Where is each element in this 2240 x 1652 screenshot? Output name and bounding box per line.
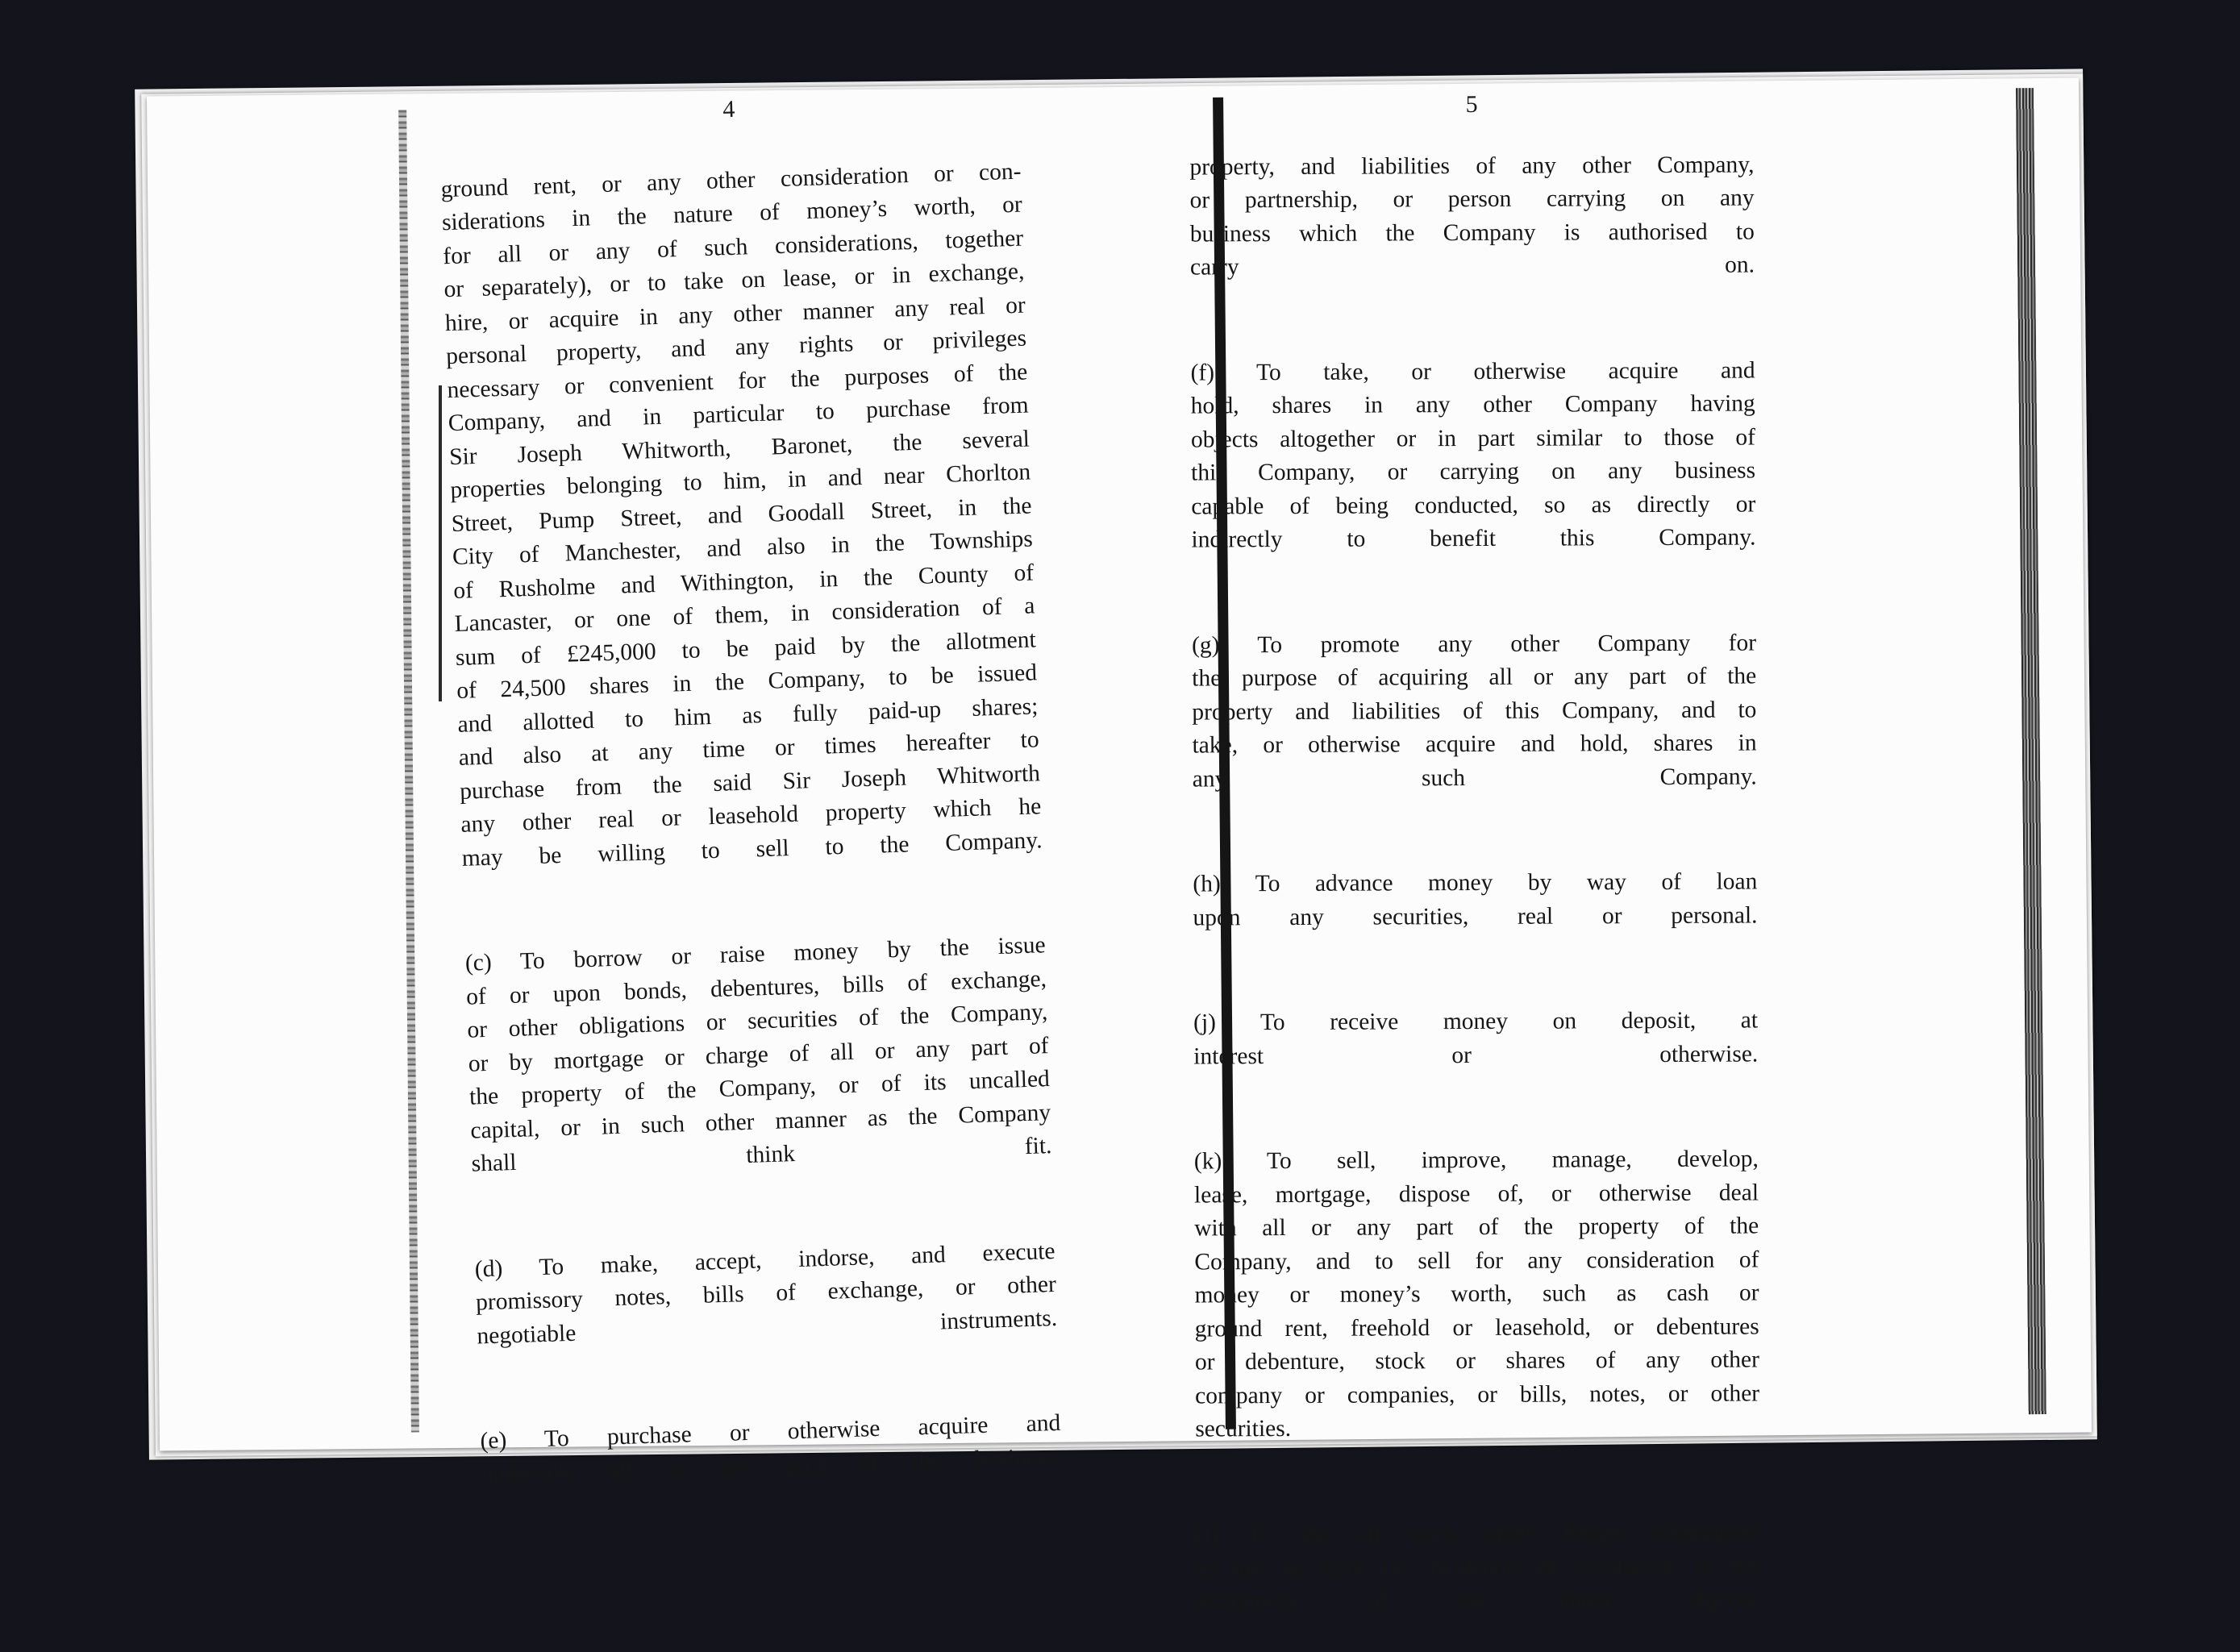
paragraph-clause-e xyxy=(479,1373,1063,1492)
margin-mark xyxy=(439,385,442,701)
paragraph-body: (e) To purchase or otherwise acquire and undertake all or any part of the business, xyxy=(480,1409,1062,1488)
paragraph-body: property, and liabilities of any other Company, or partnership, or person carrying on any business which the Company is authorised to xyxy=(1189,151,1755,248)
paragraph-last-line: may be willing to sell to the Company. xyxy=(461,826,1043,872)
paragraph-body: ground rent, or any other consideration or con- siderations in the nature of money’s worth, or for all or any of such considerations, together or separately), or to take on lease, or in exchange, hire, or acquire in any other manner any real or personal property, and any rights or privileges necessary or convenient for the purposes of the Company, and in particular to purchase from Sir Joseph Whitworth, Baronet, the several properties belonging to him, in and near Chorlton Street, Pump Street, and Goodall Street, in the City of Manchester, and also in the Townships of Rusholme and Withington, in the County of Lancaster, or one of them, in consideration of a sum of £245,000 to be paid by the allotment of 24,500 shares in the Company, to be issued and allotted to him as fully paid-up shares; and also at any time or times hereafter to purchase from the said Sir Joseph Whitworth any other real or leasehold property which he xyxy=(440,158,1042,838)
paragraph-body: (d) To make, accept, indorse, and execute promissory notes, bills of exchange, or other xyxy=(474,1238,1057,1316)
page-number-left: 4 xyxy=(722,95,735,123)
left-page xyxy=(438,80,1062,1492)
right-page xyxy=(1189,82,1760,1652)
paragraph-clause-j xyxy=(1193,971,1759,1107)
paragraph-last-line: attainment of the above objects. xyxy=(1196,1585,1761,1615)
paragraph-last-line: securities. xyxy=(1195,1415,1292,1442)
paragraph-last-line: indirectly to benefit this Company. xyxy=(1191,524,1756,553)
paragraph-last-line: shall think fit. xyxy=(471,1133,1052,1177)
paragraph-clause-k xyxy=(1194,1109,1760,1480)
paragraph-continuation-left xyxy=(439,122,1044,909)
paragraph-body: (j) To receive money on deposit, at xyxy=(1193,1007,1759,1036)
paragraph-clause-h xyxy=(1193,832,1758,968)
paragraph-last-line: upon any securities, real or personal. xyxy=(1193,901,1758,931)
paragraph-body: (f) To take, or otherwise acquire and hold, shares in any other Company having objects altogether or in part similar to those of this Company, or carrying on any business capable of being conducted, so as directly or xyxy=(1190,356,1756,520)
paragraph-body: (h) To advance money by way of loan xyxy=(1193,868,1758,897)
open-book-spread xyxy=(147,78,2092,1451)
paragraph-clause-g xyxy=(1192,593,1757,830)
paragraph-clause-c xyxy=(464,896,1053,1215)
paragraph-last-line: any such Company. xyxy=(1192,763,1757,793)
paragraph-body: (c) To borrow or raise money by the issue of or upon bonds, debentures, bills of exchange, or other obligations or securities of the Company, or by mortgage or charge of all or any part of the property of the Company, or of its uncalled capital, or in such other manner as the Company xyxy=(464,932,1051,1144)
page-number-right: 5 xyxy=(1465,90,1478,119)
paragraph-clause-d xyxy=(473,1201,1059,1387)
right-page-edge xyxy=(2016,88,2046,1414)
paragraph-last-line: negotiable instruments. xyxy=(476,1305,1058,1350)
paragraph-last-line: carry on. xyxy=(1189,252,1755,281)
left-page-edge xyxy=(398,110,419,1432)
paragraph-continuation-right xyxy=(1189,114,1755,318)
paragraph-clause-l xyxy=(1196,1482,1761,1652)
paragraph-clause-f xyxy=(1190,320,1755,590)
paragraph-body: (l) To do all such other things whatsoever as are or may be incidental or conducive to the xyxy=(1195,1518,1761,1581)
paragraph-last-line: interest or otherwise. xyxy=(1193,1040,1759,1070)
paragraph-body: (g) To promote any other Company for the purpose of acquiring all or any part of the property and liabilities of this Company, and to take, or otherwise acquire and hold, shares in xyxy=(1191,629,1757,759)
paragraph-body: (k) To sell, improve, manage, develop, lease, mortgage, dispose of, or otherwise deal with all or any part of the property of the Company, and to sell for any consideration of money or money’s worth, such as cash or ground rent, freehold or leasehold, or debentures or debenture, stock or shares of any other company or companies, or bills, notes, or other xyxy=(1193,1146,1760,1409)
